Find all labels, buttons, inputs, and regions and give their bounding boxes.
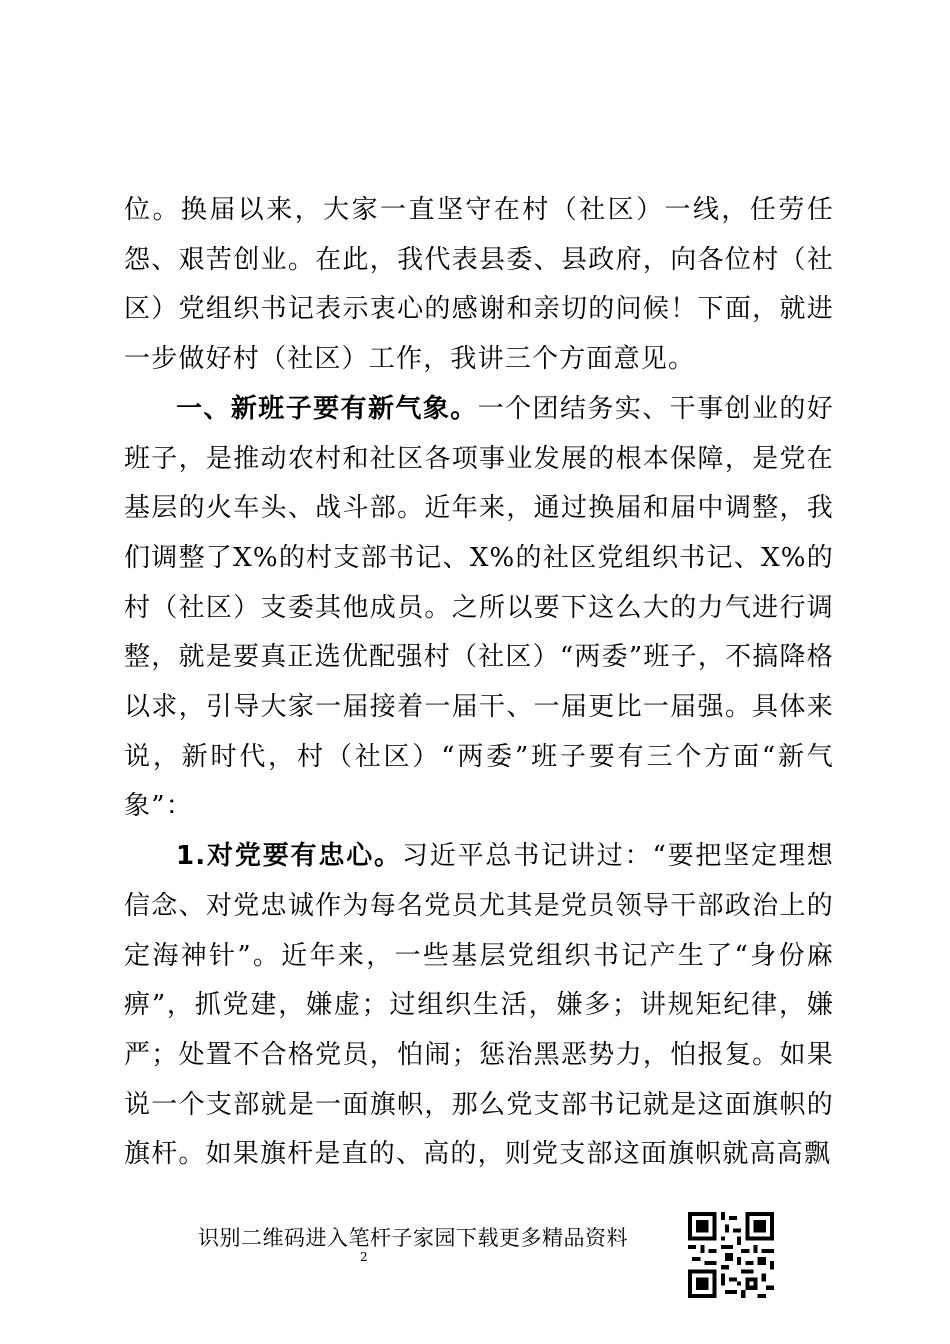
paragraph-1 xyxy=(124,186,834,385)
paragraph-text: 习近平总书记讲过：“要把坚定理想信念、对党忠诚作为每名党员尤其是党员领导干部政治上的定海神针”。近年来，一些基层党组织书记产生了“身份麻痹”，抓党建，嫌虚；过组织生活，嫌多；讲规矩纪律，嫌严；处置不合格党员，怕闹；惩治黑恶势力，怕报复。如果说一个支部就是一面旗帜，那么党支部书记就是这面旗帜的旗杆。如果旗杆是直的、高的，则党支部这面旗帜就高高飘 xyxy=(124,841,834,1170)
paragraph-3 xyxy=(124,832,834,1180)
footer-banner: 识别二维码进入笔杆子家园下载更多精品资料 xyxy=(198,1226,628,1250)
paragraph-text: 位。换届以来，大家一直坚守在村（社区）一线，任劳任怨、艰苦创业。在此，我代表县委、县政府，向各位村（社区）党组织书记表示衷心的感谢和亲切的问候！下面，就进一步做好村（社区）工作，我讲三个方面意见。 xyxy=(124,195,834,375)
paragraph-text: 一个团结务实、干事创业的好班子，是推动农村和社区各项事业发展的根本保障，是党在基层的火车头、战斗部。近年来，通过换届和届中调整，我们调整了X%的村支部书记、X%的社区党组织书记、X%的村（社区）支委其他成员。之所以要下这么大的力气进行调整，就是要真正选优配强村（社区）“两委”班子，不搞降格以求，引导大家一届接着一届干、一届更比一届强。具体来说，新时代，村（社区）“两委”班子要有三个方面“新气象”： xyxy=(124,393,834,822)
qr-code-icon[interactable] xyxy=(688,1212,774,1298)
body-text xyxy=(124,186,834,1180)
subsection-heading: 1.对党要有忠心。 xyxy=(176,841,402,872)
page-number: 2 xyxy=(360,1250,368,1264)
paragraph-2 xyxy=(124,385,834,832)
section-heading: 一、新班子要有新气象。 xyxy=(176,393,478,424)
